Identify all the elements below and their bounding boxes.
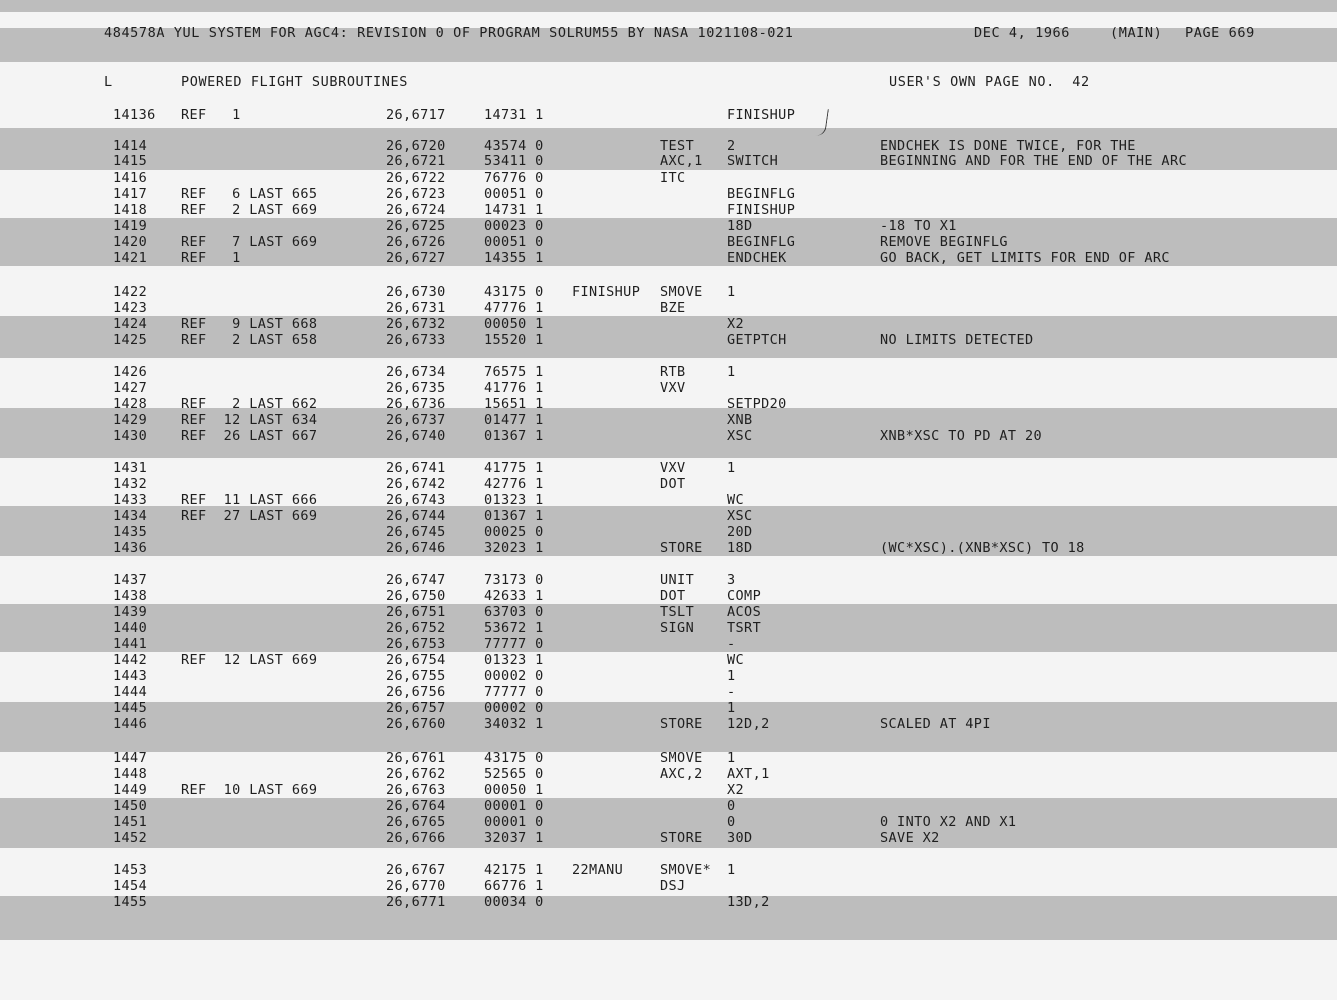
ref-field: REF 10 LAST 669 [181,782,318,798]
ref-field: REF 27 LAST 669 [181,508,318,524]
opcode: VXV [660,460,686,476]
octal-word: 14355 1 [484,250,544,266]
octal-word: 00050 1 [484,782,544,798]
operand: 0 [727,798,736,814]
address: 26,6717 [386,107,446,123]
comment: REMOVE BEGINFLG [880,234,1008,250]
address: 26,6751 [386,604,446,620]
operand: - [727,684,736,700]
opcode: RTB [660,364,686,380]
comment: XNB*XSC TO PD AT 20 [880,428,1043,444]
subheader-marker: L [104,74,113,90]
comment: SAVE X2 [880,830,940,846]
address: 26,6763 [386,782,446,798]
address: 26,6726 [386,234,446,250]
operand: 1 [727,862,736,878]
line-number: 1443 [113,668,148,684]
operand: ENDCHEK [727,250,787,266]
operand: SETPD20 [727,396,787,412]
octal-word: 01367 1 [484,508,544,524]
octal-word: 41776 1 [484,380,544,396]
opcode: UNIT [660,572,695,588]
address: 26,6725 [386,218,446,234]
address: 26,6727 [386,250,446,266]
opcode: DOT [660,588,686,604]
operand: 20D [727,524,753,540]
octal-word: 76575 1 [484,364,544,380]
address: 26,6761 [386,750,446,766]
address: 26,6735 [386,380,446,396]
line-number: 1422 [113,284,148,300]
address: 26,6741 [386,460,446,476]
operand: COMP [727,588,762,604]
octal-word: 01323 1 [484,652,544,668]
line-number: 1424 [113,316,148,332]
ref-field: REF 12 LAST 634 [181,412,318,428]
line-number: 1448 [113,766,148,782]
line-number: 1451 [113,814,148,830]
ref-field: REF 12 LAST 669 [181,652,318,668]
operand: 18D [727,218,753,234]
operand: XSC [727,428,753,444]
octal-word: 00023 0 [484,218,544,234]
operand: SWITCH [727,153,779,169]
line-number: 1442 [113,652,148,668]
octal-word: 01367 1 [484,428,544,444]
opcode: SMOVE [660,750,703,766]
operand: 2 [727,138,736,154]
octal-word: 00051 0 [484,234,544,250]
line-number: 1436 [113,540,148,556]
ref-field: REF 26 LAST 667 [181,428,318,444]
octal-word: 43175 0 [484,284,544,300]
address: 26,6752 [386,620,446,636]
octal-word: 00050 1 [484,316,544,332]
address: 26,6743 [386,492,446,508]
operand: FINISHUP [727,107,796,123]
opcode: AXC,1 [660,153,703,169]
paper-band [0,0,1337,12]
octal-word: 52565 0 [484,766,544,782]
address: 26,6721 [386,153,446,169]
address: 26,6736 [386,396,446,412]
address: 26,6753 [386,636,446,652]
octal-word: 41775 1 [484,460,544,476]
address: 26,6742 [386,476,446,492]
line-number: 1434 [113,508,148,524]
address: 26,6746 [386,540,446,556]
ref-field: REF 2 LAST 662 [181,396,318,412]
operand: X2 [727,316,745,332]
line-number: 1441 [113,636,148,652]
line-number: 1417 [113,186,148,202]
line-number: 1446 [113,716,148,732]
opcode: BZE [660,300,686,316]
line-number: 1440 [113,620,148,636]
address: 26,6767 [386,862,446,878]
opcode: STORE [660,716,703,732]
ref-field: REF 2 LAST 658 [181,332,318,348]
octal-word: 15651 1 [484,396,544,412]
operand: 12D,2 [727,716,770,732]
comment: BEGINNING AND FOR THE END OF THE ARC [880,153,1187,169]
operand: GETPTCH [727,332,787,348]
header-date: DEC 4, 1966 [974,25,1071,41]
octal-word: 53672 1 [484,620,544,636]
users-page-number: USER'S OWN PAGE NO. 42 [889,74,1090,90]
address: 26,6765 [386,814,446,830]
octal-word: 01477 1 [484,412,544,428]
operand: 3 [727,572,736,588]
line-number: 1423 [113,300,148,316]
line-number: 1414 [113,138,148,154]
ref-field: REF 1 [181,107,241,123]
octal-word: 00001 0 [484,814,544,830]
line-number: 1432 [113,476,148,492]
operand: BEGINFLG [727,186,796,202]
octal-word: 76776 0 [484,170,544,186]
line-number: 1447 [113,750,148,766]
address: 26,6766 [386,830,446,846]
operand: 1 [727,284,736,300]
address: 26,6733 [386,332,446,348]
line-number: 1444 [113,684,148,700]
octal-word: 32037 1 [484,830,544,846]
operand: XSC [727,508,753,524]
opcode: TEST [660,138,695,154]
address: 26,6771 [386,894,446,910]
line-number: 1420 [113,234,148,250]
comment: 0 INTO X2 AND X1 [880,814,1017,830]
address: 26,6745 [386,524,446,540]
opcode: VXV [660,380,686,396]
address: 26,6744 [386,508,446,524]
ref-field: REF 6 LAST 665 [181,186,318,202]
address: 26,6757 [386,700,446,716]
line-number: 1431 [113,460,148,476]
address: 26,6760 [386,716,446,732]
octal-word: 77777 0 [484,684,544,700]
octal-word: 00002 0 [484,700,544,716]
line-number: 1449 [113,782,148,798]
line-number: 1453 [113,862,148,878]
address: 26,6723 [386,186,446,202]
ref-field: REF 11 LAST 666 [181,492,318,508]
octal-word: 43175 0 [484,750,544,766]
operand: - [727,636,736,652]
comment: NO LIMITS DETECTED [880,332,1034,348]
octal-word: 15520 1 [484,332,544,348]
address: 26,6754 [386,652,446,668]
octal-word: 00002 0 [484,668,544,684]
opcode: STORE [660,830,703,846]
operand: 13D,2 [727,894,770,910]
address: 26,6731 [386,300,446,316]
address: 26,6720 [386,138,446,154]
address: 26,6747 [386,572,446,588]
operand: 1 [727,460,736,476]
paper-band [0,896,1337,940]
operand: ACOS [727,604,762,620]
operand: 1 [727,364,736,380]
line-number: 1430 [113,428,148,444]
header-section: (MAIN) [1110,25,1163,41]
operand: XNB [727,412,753,428]
line-number: 1416 [113,170,148,186]
opcode: DOT [660,476,686,492]
address: 26,6734 [386,364,446,380]
opcode: SIGN [660,620,695,636]
octal-word: 43574 0 [484,138,544,154]
address: 26,6770 [386,878,446,894]
line-number: 1415 [113,153,148,169]
comment: ENDCHEK IS DONE TWICE, FOR THE [880,138,1136,154]
address: 26,6722 [386,170,446,186]
line-number: 1450 [113,798,148,814]
operand: FINISHUP [727,202,796,218]
opcode: ITC [660,170,686,186]
octal-word: 77777 0 [484,636,544,652]
opcode: TSLT [660,604,695,620]
operand: 1 [727,700,736,716]
ref-field: REF 2 LAST 669 [181,202,318,218]
operand: WC [727,652,745,668]
address: 26,6762 [386,766,446,782]
operand: AXT,1 [727,766,770,782]
address: 26,6732 [386,316,446,332]
line-number: 1427 [113,380,148,396]
line-number: 1428 [113,396,148,412]
line-number: 1445 [113,700,148,716]
line-number: 1421 [113,250,148,266]
ref-field: REF 9 LAST 668 [181,316,318,332]
octal-word: 00034 0 [484,894,544,910]
comment: (WC*XSC).(XNB*XSC) TO 18 [880,540,1085,556]
symbol-label: FINISHUP [572,284,641,300]
octal-word: 73173 0 [484,572,544,588]
address: 26,6740 [386,428,446,444]
opcode: DSJ [660,878,686,894]
line-number: 1433 [113,492,148,508]
comment: -18 TO X1 [880,218,957,234]
line-number: 1452 [113,830,148,846]
octal-word: 42175 1 [484,862,544,878]
symbol-label: 22MANU [572,862,624,878]
octal-word: 53411 0 [484,153,544,169]
opcode: STORE [660,540,703,556]
octal-word: 01323 1 [484,492,544,508]
ref-field: REF 7 LAST 669 [181,234,318,250]
operand: WC [727,492,745,508]
opcode: SMOVE* [660,862,712,878]
line-number: 1439 [113,604,148,620]
opcode: SMOVE [660,284,703,300]
octal-word: 63703 0 [484,604,544,620]
header-page: PAGE 669 [1185,25,1255,41]
line-number: 1454 [113,878,148,894]
line-number: 1426 [113,364,148,380]
operand: BEGINFLG [727,234,796,250]
line-number: 1419 [113,218,148,234]
line-number: 1429 [113,412,148,428]
line-number: 1437 [113,572,148,588]
line-number: 1455 [113,894,148,910]
octal-word: 14731 1 [484,107,544,123]
octal-word: 14731 1 [484,202,544,218]
operand: 18D [727,540,753,556]
line-number: 1435 [113,524,148,540]
line-number: 14136 [113,107,156,123]
comment: SCALED AT 4PI [880,716,991,732]
address: 26,6750 [386,588,446,604]
address: 26,6730 [386,284,446,300]
line-number: 1418 [113,202,148,218]
ref-field: REF 1 [181,250,241,266]
address: 26,6755 [386,668,446,684]
octal-word: 34032 1 [484,716,544,732]
opcode: AXC,2 [660,766,703,782]
operand: 0 [727,814,736,830]
operand: 30D [727,830,753,846]
octal-word: 00025 0 [484,524,544,540]
octal-word: 00001 0 [484,798,544,814]
comment: GO BACK, GET LIMITS FOR END OF ARC [880,250,1170,266]
section-title: POWERED FLIGHT SUBROUTINES [181,74,408,90]
operand: 1 [727,668,736,684]
octal-word: 42633 1 [484,588,544,604]
operand: TSRT [727,620,762,636]
address: 26,6756 [386,684,446,700]
operand: X2 [727,782,745,798]
octal-word: 00051 0 [484,186,544,202]
address: 26,6737 [386,412,446,428]
line-number: 1438 [113,588,148,604]
octal-word: 47776 1 [484,300,544,316]
operand: 1 [727,750,736,766]
line-number: 1425 [113,332,148,348]
octal-word: 66776 1 [484,878,544,894]
address: 26,6724 [386,202,446,218]
address: 26,6764 [386,798,446,814]
octal-word: 42776 1 [484,476,544,492]
header-line: 484578A YUL SYSTEM FOR AGC4: REVISION 0 OF PROGRAM SOLRUM55 BY NASA 1021108-021 [104,25,794,41]
octal-word: 32023 1 [484,540,544,556]
